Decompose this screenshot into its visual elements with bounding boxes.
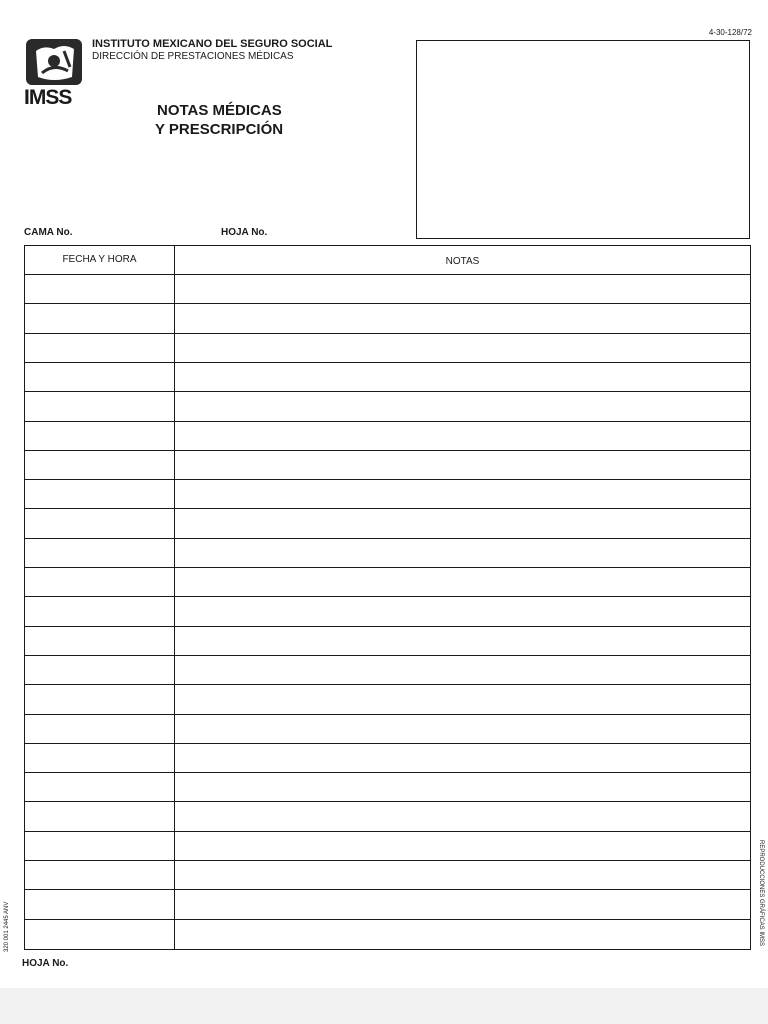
- table-row-line: [25, 831, 750, 832]
- header-notas: NOTAS: [445, 256, 480, 267]
- table-row-line: [25, 538, 750, 539]
- table-row-line: [25, 303, 750, 304]
- side-printer-credit: REPRODUCCIONES GRÁFICAS IMSS: [758, 840, 764, 947]
- table-row-line: [25, 772, 750, 773]
- form-title-line1: NOTAS MÉDICAS: [157, 102, 282, 119]
- table-row-line: [25, 919, 750, 920]
- patient-id-box[interactable]: [416, 40, 750, 239]
- table-row-line: [25, 655, 750, 656]
- logo-text: IMSS: [24, 86, 72, 109]
- table-row-line: [25, 596, 750, 597]
- table-row-line: [25, 714, 750, 715]
- form-code: 4-30-128/72: [708, 28, 752, 37]
- table-row-line: [25, 479, 750, 480]
- footer-hoja-label: HOJA No.: [22, 958, 69, 969]
- hoja-label: HOJA No.: [221, 227, 268, 238]
- table-row-line: [25, 801, 750, 802]
- institution-name: INSTITUTO MEXICANO DEL SEGURO SOCIAL: [92, 38, 333, 50]
- table-row-line: [25, 684, 750, 685]
- table-row-line: [25, 362, 750, 363]
- table-row-line: [25, 508, 750, 509]
- notes-table: [24, 245, 751, 950]
- table-row-line: [25, 860, 750, 861]
- institution-dept: DIRECCIÓN DE PRESTACIONES MÉDICAS: [92, 51, 294, 62]
- table-row-line: [25, 274, 750, 275]
- form-title-line2: Y PRESCRIPCIÓN: [155, 121, 284, 138]
- table-row-line: [25, 743, 750, 744]
- table-row-line: [25, 391, 750, 392]
- table-row-line: [25, 626, 750, 627]
- header-fecha-hora: FECHA Y HORA: [62, 254, 137, 265]
- table-row-line: [25, 567, 750, 568]
- table-row-line: [25, 421, 750, 422]
- table-row-line: [25, 333, 750, 334]
- table-row-line: [25, 889, 750, 890]
- column-divider: [174, 246, 175, 949]
- table-row-line: [25, 450, 750, 451]
- cama-label: CAMA No.: [24, 227, 73, 238]
- side-print-code: 320 001 2445 ANV: [4, 901, 10, 952]
